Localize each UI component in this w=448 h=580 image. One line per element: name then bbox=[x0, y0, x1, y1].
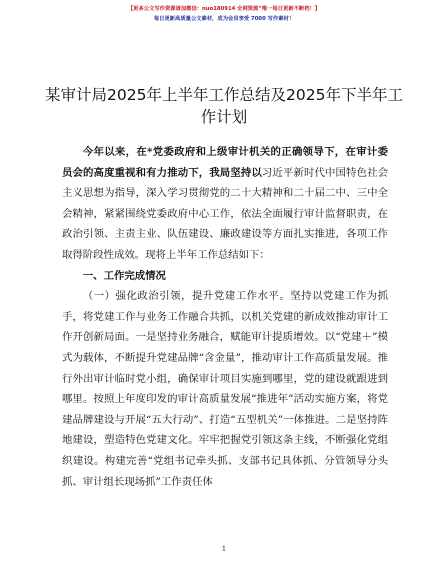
promo-banner bbox=[0, 4, 448, 24]
intro-bold-text: 今年以来，在*党委政府和上级审计机关的正确领导下，在审计委员会的高度重视和有力推动下，我局坚持以 bbox=[62, 146, 388, 179]
banner-line-2: 每日更新高质量公文素材，成为会员享受 7000 写作素材！ bbox=[153, 16, 295, 22]
section-paragraph: （一）强化政治引领，提升党建工作水平。坚持以党建工作为抓手，将党建工作与业务工作融合共抓，以机关党建的新成效推动审计工作开创新局面。一是坚持业务融合，赋能审计提质增效。以“党建＋”模式为载体，不断提升党建品牌“含金量”，推动审计工作高质量发展。推行外出审计临时党小组，确保审计项目实施到哪里，党的建设就跟进到哪里。按照上年度印发的审计高质量发展“推进年”活动实施方案，将党建品牌建设与开展“五大行动”、打造“五型机关”一体推进。二是坚持阵地建设，塑造特色党建文化。牢牢把握党引领这条主线，不断强化党组织建设。构建完善“党组书记牵头抓、支部书记具体抓、分管领导分头抓、审计组长现场抓”工作责任体 bbox=[62, 290, 388, 488]
intro-text: 习近平新时代中国特色社会主义思想为指导，深入学习贯彻党的二十大精神和二十届二中、三中全会精神，紧紧围绕党委政府中心工作，依法全面履行审计监督职责，在政治引领、主责主业、队伍建设、廉政建设等方面扎实推进，各项工作取得阶段性成效。现将上半年工作总结如下： bbox=[62, 166, 389, 261]
page-number: 1 bbox=[221, 545, 227, 553]
section-heading: 一、工作完成情况 bbox=[82, 269, 166, 282]
intro-paragraph bbox=[62, 142, 388, 266]
document-title: 某审计局2025年上半年工作总结及2025年下半年工作计划 bbox=[45, 86, 403, 126]
document-body bbox=[62, 142, 388, 492]
banner-line-1: 【更多公文写作资源请加微信：nuo180914 全网资源”唯一每日更新不断档！】 bbox=[127, 6, 321, 12]
